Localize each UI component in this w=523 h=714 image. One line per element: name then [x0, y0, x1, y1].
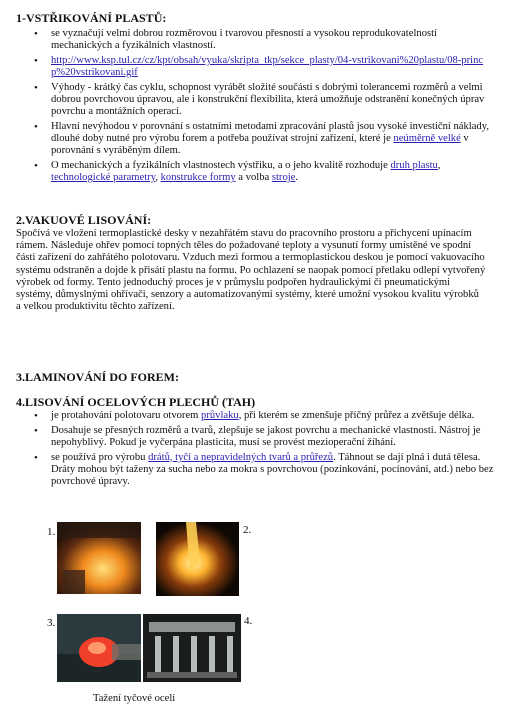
figure-number-2: 2. — [243, 524, 252, 536]
source-link[interactable]: http://www.ksp.tul.cz/cz/kpt/obsah/vyuka/skripta_tkp/sekce_plasty/04-vstrikovani%20plastu/08-princp%20vstrikovani.gif — [51, 54, 484, 79]
link-mold-design[interactable]: konstrukce formy — [160, 172, 236, 184]
bullet-text: Výhody - krátký čas cyklu, schopnost vyrábět složité součásti s dobrými tolerancemi rozměrů a velmi dobrou povrchovou úpravou, ale i konstrukční flexibilita, která umožňuje odstranění konečných úprav povrchu a montážních operací. — [51, 81, 485, 118]
link-wires-rods[interactable]: drátů, tyčí a nepravidelných tvarů a průřezů — [148, 451, 334, 463]
separator: , — [437, 160, 441, 172]
section-1-list — [34, 28, 496, 187]
bullet-text: , při kterém se zmenšuje příčný průřez a zvětšuje délka. — [238, 410, 475, 421]
link-die[interactable]: průvlaku — [201, 410, 239, 421]
section-2-title: 2.VAKUOVÉ LISOVÁNÍ: — [16, 213, 152, 227]
photo-pouring-metal — [156, 522, 239, 596]
list-item — [34, 82, 496, 119]
list-item — [34, 121, 496, 158]
bullet-text: Dosahuje se přesných rozměrů a tvarů, zlepšuje se jakost povrchu a mechanické vlastnosti. Nástroj je nepohyblivý. Pokud je vyčerpána plasticita, musí se provést mezioperační žíhání. — [51, 424, 481, 448]
list-item — [34, 410, 496, 422]
list-item — [34, 160, 496, 184]
bullet-text: se používá pro výrobu — [51, 451, 149, 463]
bullet-text: se vyznačují velmi dobrou rozměrovou i tvarovou přesností a vysokou reprodukovatelností mechanických a fyzikálních vlastností. — [51, 28, 437, 52]
bullet-text: a volba — [235, 172, 272, 184]
figure-number-4: 4. — [244, 615, 253, 627]
list-item — [34, 425, 496, 449]
link-plastic-type[interactable]: druh plastu — [390, 160, 438, 172]
photo-drawing-mill — [143, 614, 241, 682]
figure-number-3: 3. — [47, 617, 56, 629]
list-item — [34, 28, 496, 52]
section-4-list — [34, 410, 496, 491]
bullet-text: . Táhnout se dají plná i dutá tělesa. Dráty mohou být taženy za sucha nebo za mokra s povrchovou (pozinkování, pocínování, atd.) nebo bez povrchové úpravy. — [51, 451, 494, 488]
bullet-text: Hlavní nevýhodou v porovnání s ostatními metodami zpracování plastů jsou vysoké investiční náklady, dlouhé doby nutné pro výrobu forem a potřeba používat strojní zařízení, které je — [51, 120, 489, 145]
photo-hot-bar — [57, 614, 141, 682]
list-item — [34, 452, 496, 489]
figure-caption: Tažení tyčové oceli — [93, 693, 176, 704]
link-disproportionately-large[interactable]: neúměrně velké — [393, 133, 461, 145]
section-4-title: 4.LISOVÁNÍ OCELOVÝCH PLECHŮ (TAH) — [16, 395, 256, 409]
bullet-text: je protahování polotovaru otvorem — [51, 410, 202, 421]
link-machine[interactable]: stroje — [271, 172, 296, 184]
list-item — [34, 55, 496, 79]
photo-molten-steel — [57, 522, 141, 594]
figure-number-1: 1. — [47, 526, 56, 538]
section-2-paragraph: Spočívá ve vložení termoplastické desky v nezahřátém stavu do pracovního prostoru a přichycení upínacím rámem. Následuje ohřev pomocí topných těles do požadované teploty a vysunutí formy umístěné ve spodní části zařízení do zahřátého polotovaru. Vzduch mezi formou a termoplastickou deskou je pomocí vakuovacího systému odstraněn a dojde k přisátí plastu na formu. Po ochlazení se naopak pomocí přetlaku odlepí vytvořený výrobek od formy. Tento jednoduchý proces je v průmyslu podpořen hydraulickými či pneumatickými systémy, důmyslnými ohřívači, senzory a automatizovanými systémy, které umožní vysokou kvalitu výrobků a velkou produktivitu těchto zařízení. — [16, 228, 486, 313]
bullet-text: v porovnání s vyráběným dílem. — [51, 133, 469, 157]
section-1-title: 1-VSTŘIKOVÁNÍ PLASTŮ: — [16, 11, 167, 25]
bullet-text: O mechanických a fyzikálních vlastnostech výstřiku, a o jeho kvalitě rozhoduje — [51, 160, 391, 172]
separator: , — [155, 172, 161, 184]
section-3-title: 3.LAMINOVÁNÍ DO FOREM: — [16, 370, 179, 384]
link-technological-parameters[interactable]: technologické parametry — [51, 172, 156, 184]
bullet-text: . — [295, 172, 299, 184]
